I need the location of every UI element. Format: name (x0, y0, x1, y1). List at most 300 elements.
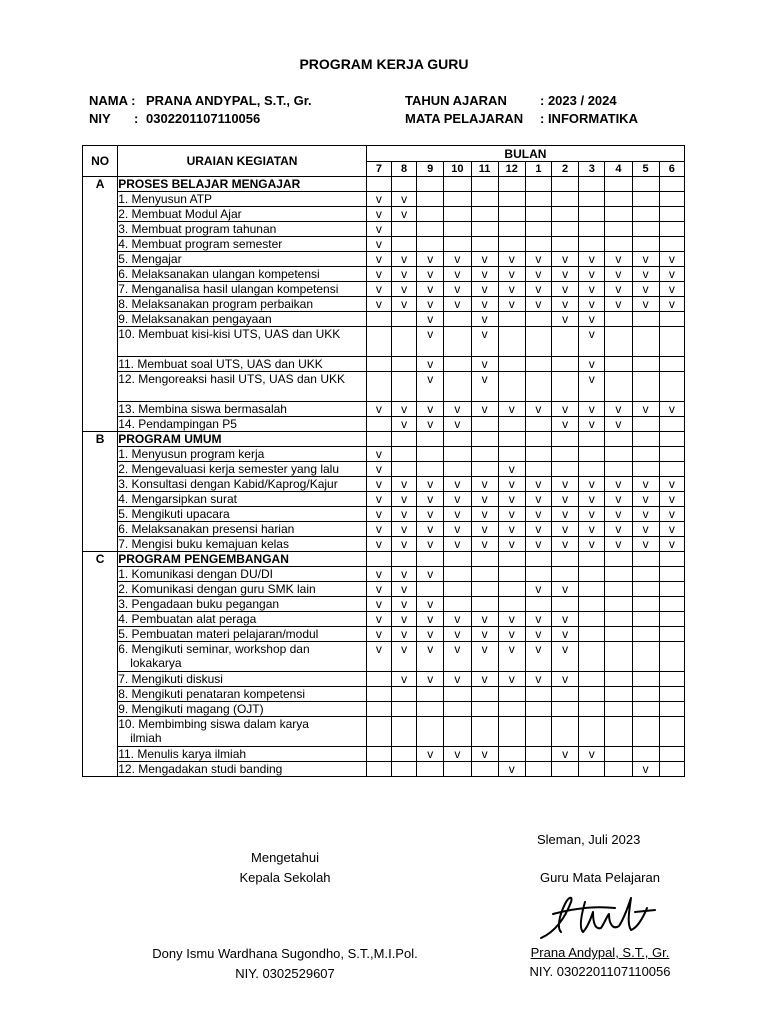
month-cell (471, 222, 498, 237)
activity-row (83, 282, 685, 297)
month-checkmark: v (498, 642, 525, 672)
month-header: 12 (498, 162, 525, 177)
activity-cell (118, 192, 367, 207)
month-cell (366, 702, 391, 717)
month-cell (525, 372, 551, 402)
month-checkmark: v (471, 507, 498, 522)
month-checkmark: v (366, 507, 391, 522)
month-cell (659, 567, 684, 582)
month-checkmark: v (392, 612, 417, 627)
month-cell (444, 717, 471, 747)
guru-mapel-label: Guru Mata Pelajaran (540, 870, 660, 885)
activity-label: 6. Melaksanakan ulangan kompetensi (118, 267, 320, 281)
month-cell (525, 687, 551, 702)
month-cell (632, 192, 659, 207)
month-cell (392, 177, 417, 192)
month-checkmark: v (366, 477, 391, 492)
month-cell (632, 312, 659, 327)
month-checkmark: v (392, 672, 417, 687)
month-cell (392, 462, 417, 477)
activity-label: 6. Mengikuti seminar, workshop dan (118, 642, 310, 656)
activity-cell (118, 612, 367, 627)
niy-label: NIY (89, 111, 111, 126)
month-cell (659, 432, 684, 447)
activity-label: 1. Menyusun ATP (118, 192, 213, 206)
activity-cell (118, 642, 367, 672)
activity-row (83, 357, 685, 372)
month-cell (632, 597, 659, 612)
month-cell (498, 717, 525, 747)
activity-cell (118, 672, 367, 687)
month-checkmark: v (444, 417, 471, 432)
month-checkmark: v (417, 312, 444, 327)
month-cell (552, 447, 579, 462)
activity-row (83, 507, 685, 522)
month-cell (392, 552, 417, 567)
month-checkmark: v (417, 642, 444, 672)
month-cell (659, 372, 684, 402)
month-checkmark: v (444, 282, 471, 297)
month-checkmark: v (471, 282, 498, 297)
month-cell (579, 567, 605, 582)
month-checkmark: v (525, 282, 551, 297)
month-cell (632, 687, 659, 702)
activity-row (83, 537, 685, 552)
month-cell (392, 717, 417, 747)
activity-label: 7. Mengisi buku kemajuan kelas (118, 537, 289, 551)
section-number: A (83, 177, 118, 432)
kepala-sekolah-label: Kepala Sekolah (239, 870, 331, 885)
month-cell (498, 597, 525, 612)
activity-label: 7. Mengikuti diskusi (118, 672, 223, 686)
activity-row (83, 207, 685, 222)
month-cell (444, 177, 471, 192)
month-cell (605, 672, 632, 687)
activity-cell (118, 252, 367, 267)
month-checkmark: v (525, 492, 551, 507)
month-checkmark: v (471, 747, 498, 762)
section-title: PROSES BELAJAR MENGAJAR (118, 177, 367, 192)
month-cell (605, 312, 632, 327)
month-cell (498, 447, 525, 462)
month-cell (632, 717, 659, 747)
month-checkmark: v (605, 297, 632, 312)
month-cell (605, 462, 632, 477)
month-cell (525, 462, 551, 477)
month-cell (444, 432, 471, 447)
month-checkmark: v (632, 762, 659, 777)
month-cell (659, 207, 684, 222)
month-cell (605, 177, 632, 192)
activity-row (83, 582, 685, 597)
section-row (83, 432, 685, 447)
month-cell (632, 627, 659, 642)
month-cell (579, 222, 605, 237)
month-checkmark: v (605, 522, 632, 537)
activity-row (83, 192, 685, 207)
month-header: 6 (659, 162, 684, 177)
month-cell (444, 702, 471, 717)
month-checkmark: v (552, 507, 579, 522)
month-checkmark: v (366, 522, 391, 537)
month-cell (498, 192, 525, 207)
month-cell (417, 552, 444, 567)
month-checkmark: v (417, 357, 444, 372)
activity-label: 2. Mengevaluasi kerja semester yang lalu (118, 462, 339, 476)
mengetahui-label: Mengetahui (251, 850, 319, 865)
month-cell (605, 207, 632, 222)
month-cell (632, 702, 659, 717)
month-cell (444, 552, 471, 567)
month-checkmark: v (366, 237, 391, 252)
month-checkmark: v (392, 417, 417, 432)
month-header: 11 (471, 162, 498, 177)
month-cell (417, 447, 444, 462)
month-checkmark: v (366, 222, 391, 237)
month-cell (579, 762, 605, 777)
month-cell (552, 237, 579, 252)
month-cell (632, 642, 659, 672)
month-header: 4 (605, 162, 632, 177)
month-cell (605, 762, 632, 777)
month-cell (498, 582, 525, 597)
col-bulan-header: BULAN (366, 146, 684, 162)
month-cell (366, 747, 391, 762)
activity-cell (118, 627, 367, 642)
month-checkmark: v (498, 537, 525, 552)
month-checkmark: v (579, 312, 605, 327)
month-cell (552, 687, 579, 702)
activity-label: 10. Membuat kisi-kisi UTS, UAS dan UKK (118, 327, 341, 341)
month-cell (525, 552, 551, 567)
month-cell (659, 552, 684, 567)
month-checkmark: v (417, 327, 444, 357)
month-cell (392, 762, 417, 777)
month-cell (392, 312, 417, 327)
month-cell (444, 222, 471, 237)
month-checkmark: v (498, 507, 525, 522)
month-cell (579, 702, 605, 717)
month-checkmark: v (579, 282, 605, 297)
activity-label: 2. Membuat Modul Ajar (118, 207, 242, 221)
month-checkmark: v (525, 477, 551, 492)
month-checkmark: v (366, 282, 391, 297)
section-number: C (83, 552, 118, 777)
month-cell (471, 447, 498, 462)
month-cell (579, 582, 605, 597)
month-checkmark: v (525, 627, 551, 642)
month-cell (525, 237, 551, 252)
month-cell (632, 612, 659, 627)
month-cell (605, 567, 632, 582)
month-cell (632, 747, 659, 762)
guru-name: Prana Andypal, S.T., Gr. (530, 945, 670, 960)
month-cell (552, 597, 579, 612)
month-checkmark: v (392, 522, 417, 537)
section-title: PROGRAM PENGEMBANGAN (118, 552, 367, 567)
month-cell (659, 177, 684, 192)
month-cell (366, 432, 391, 447)
month-cell (498, 357, 525, 372)
month-checkmark: v (552, 537, 579, 552)
activity-cell (118, 537, 367, 552)
month-cell (417, 687, 444, 702)
month-checkmark: v (632, 282, 659, 297)
month-checkmark: v (605, 267, 632, 282)
month-checkmark: v (366, 627, 391, 642)
activity-row (83, 447, 685, 462)
activity-row (83, 222, 685, 237)
month-cell (605, 747, 632, 762)
month-checkmark: v (632, 297, 659, 312)
month-cell (659, 717, 684, 747)
activity-row (83, 687, 685, 702)
month-cell (579, 717, 605, 747)
month-checkmark: v (498, 492, 525, 507)
activity-row (83, 762, 685, 777)
month-cell (366, 687, 391, 702)
month-checkmark: v (498, 462, 525, 477)
month-cell (552, 567, 579, 582)
month-checkmark: v (444, 537, 471, 552)
activity-row (83, 567, 685, 582)
month-checkmark: v (552, 477, 579, 492)
month-cell (498, 372, 525, 402)
month-checkmark: v (579, 252, 605, 267)
month-cell (579, 177, 605, 192)
activity-row (83, 597, 685, 612)
month-cell (605, 327, 632, 357)
month-cell (471, 687, 498, 702)
activity-row (83, 492, 685, 507)
month-cell (498, 567, 525, 582)
month-cell (579, 447, 605, 462)
month-checkmark: v (552, 402, 579, 417)
month-cell (444, 207, 471, 222)
month-cell (659, 417, 684, 432)
activity-label: 11. Membuat soal UTS, UAS dan UKK (118, 357, 323, 371)
month-checkmark: v (392, 267, 417, 282)
month-checkmark: v (366, 582, 391, 597)
month-cell (417, 237, 444, 252)
month-cell (605, 627, 632, 642)
month-checkmark: v (417, 282, 444, 297)
month-cell (659, 612, 684, 627)
activity-cell (118, 297, 367, 312)
section-number: B (83, 432, 118, 552)
month-checkmark: v (579, 417, 605, 432)
month-cell (552, 207, 579, 222)
month-header: 7 (366, 162, 391, 177)
month-checkmark: v (552, 672, 579, 687)
activity-cell (118, 327, 367, 357)
month-cell (471, 702, 498, 717)
month-cell (525, 417, 551, 432)
activity-label: 4. Mengarsipkan surat (118, 492, 237, 506)
month-checkmark: v (632, 477, 659, 492)
month-checkmark: v (579, 372, 605, 402)
month-cell (659, 447, 684, 462)
month-cell (417, 192, 444, 207)
month-cell (498, 237, 525, 252)
month-cell (605, 597, 632, 612)
month-checkmark: v (498, 477, 525, 492)
month-cell (392, 237, 417, 252)
month-cell (471, 432, 498, 447)
month-checkmark: v (552, 612, 579, 627)
month-checkmark: v (552, 417, 579, 432)
month-checkmark: v (552, 312, 579, 327)
activity-cell (118, 267, 367, 282)
month-cell (444, 237, 471, 252)
month-checkmark: v (392, 192, 417, 207)
signature-image (535, 888, 665, 944)
month-checkmark: v (659, 522, 684, 537)
month-cell (392, 447, 417, 462)
section-row (83, 552, 685, 567)
month-checkmark: v (659, 252, 684, 267)
activity-label: 5. Mengikuti upacara (118, 507, 230, 521)
month-checkmark: v (417, 492, 444, 507)
activity-cell (118, 717, 367, 747)
activity-row (83, 672, 685, 687)
guru-niy: NIY. 0302201107110056 (529, 964, 671, 979)
month-cell (498, 432, 525, 447)
activity-row (83, 642, 685, 672)
month-cell (525, 327, 551, 357)
month-cell (605, 372, 632, 402)
month-checkmark: v (632, 252, 659, 267)
month-cell (444, 312, 471, 327)
month-cell (417, 462, 444, 477)
month-checkmark: v (392, 252, 417, 267)
month-checkmark: v (417, 612, 444, 627)
month-checkmark: v (444, 492, 471, 507)
month-cell (525, 222, 551, 237)
month-header: 8 (392, 162, 417, 177)
activity-label: 13. Membina siswa bermasalah (118, 402, 287, 416)
month-checkmark: v (579, 327, 605, 357)
month-cell (471, 462, 498, 477)
month-checkmark: v (659, 492, 684, 507)
program-table (82, 145, 685, 777)
month-checkmark: v (632, 492, 659, 507)
activity-label: 10. Membimbing siswa dalam karya (118, 717, 309, 731)
month-checkmark: v (366, 642, 391, 672)
month-cell (471, 717, 498, 747)
month-cell (498, 417, 525, 432)
month-cell (659, 642, 684, 672)
month-cell (605, 447, 632, 462)
month-checkmark: v (498, 762, 525, 777)
month-cell (579, 432, 605, 447)
month-cell (632, 567, 659, 582)
month-checkmark: v (471, 372, 498, 402)
month-cell (632, 462, 659, 477)
month-checkmark: v (498, 612, 525, 627)
activity-row (83, 417, 685, 432)
col-uraian-header: URAIAN KEGIATAN (118, 146, 367, 177)
month-cell (659, 462, 684, 477)
month-cell (392, 747, 417, 762)
month-cell (659, 312, 684, 327)
month-cell (444, 372, 471, 402)
month-cell (659, 747, 684, 762)
month-cell (579, 672, 605, 687)
activity-label: 3. Pengadaan buku pegangan (118, 597, 280, 611)
activity-cell (118, 222, 367, 237)
month-checkmark: v (366, 402, 391, 417)
table-body (83, 177, 685, 777)
kepala-sekolah-name: Dony Ismu Wardhana Sugondho, S.T.,M.I.Pol. (152, 946, 418, 961)
month-cell (552, 192, 579, 207)
activity-cell (118, 597, 367, 612)
month-cell (471, 237, 498, 252)
activity-cell (118, 447, 367, 462)
activity-label: 8. Mengikuti penataran kompetensi (118, 687, 305, 701)
month-cell (659, 327, 684, 357)
month-checkmark: v (366, 492, 391, 507)
month-cell (552, 702, 579, 717)
month-cell (579, 192, 605, 207)
month-checkmark: v (525, 252, 551, 267)
month-checkmark: v (417, 477, 444, 492)
month-checkmark: v (417, 402, 444, 417)
activity-row (83, 312, 685, 327)
activity-label: 1. Menyusun program kerja (118, 447, 265, 461)
month-checkmark: v (366, 207, 391, 222)
month-cell (579, 627, 605, 642)
activity-cell (118, 492, 367, 507)
month-cell (444, 462, 471, 477)
activity-cell (118, 477, 367, 492)
activity-cell (118, 747, 367, 762)
month-checkmark: v (552, 252, 579, 267)
month-checkmark: v (525, 507, 551, 522)
month-checkmark: v (498, 282, 525, 297)
month-cell (605, 222, 632, 237)
month-cell (498, 312, 525, 327)
month-cell (659, 222, 684, 237)
month-cell (471, 207, 498, 222)
month-cell (525, 357, 551, 372)
activity-cell (118, 567, 367, 582)
activity-row (83, 747, 685, 762)
month-checkmark: v (632, 402, 659, 417)
month-cell (392, 372, 417, 402)
activity-row (83, 702, 685, 717)
month-checkmark: v (366, 537, 391, 552)
month-cell (659, 237, 684, 252)
month-cell (366, 372, 391, 402)
month-cell (392, 222, 417, 237)
month-cell (659, 702, 684, 717)
activity-row (83, 372, 685, 402)
month-cell (552, 327, 579, 357)
month-cell (392, 432, 417, 447)
month-cell (659, 192, 684, 207)
activity-label: 11. Menulis karya ilmiah (118, 747, 247, 761)
month-checkmark: v (417, 372, 444, 402)
month-checkmark: v (552, 642, 579, 672)
month-cell (444, 192, 471, 207)
month-checkmark: v (366, 597, 391, 612)
activity-label: 12. Mengadakan studi banding (118, 762, 283, 776)
month-checkmark: v (525, 267, 551, 282)
month-checkmark: v (579, 507, 605, 522)
month-checkmark: v (471, 537, 498, 552)
month-checkmark: v (444, 297, 471, 312)
